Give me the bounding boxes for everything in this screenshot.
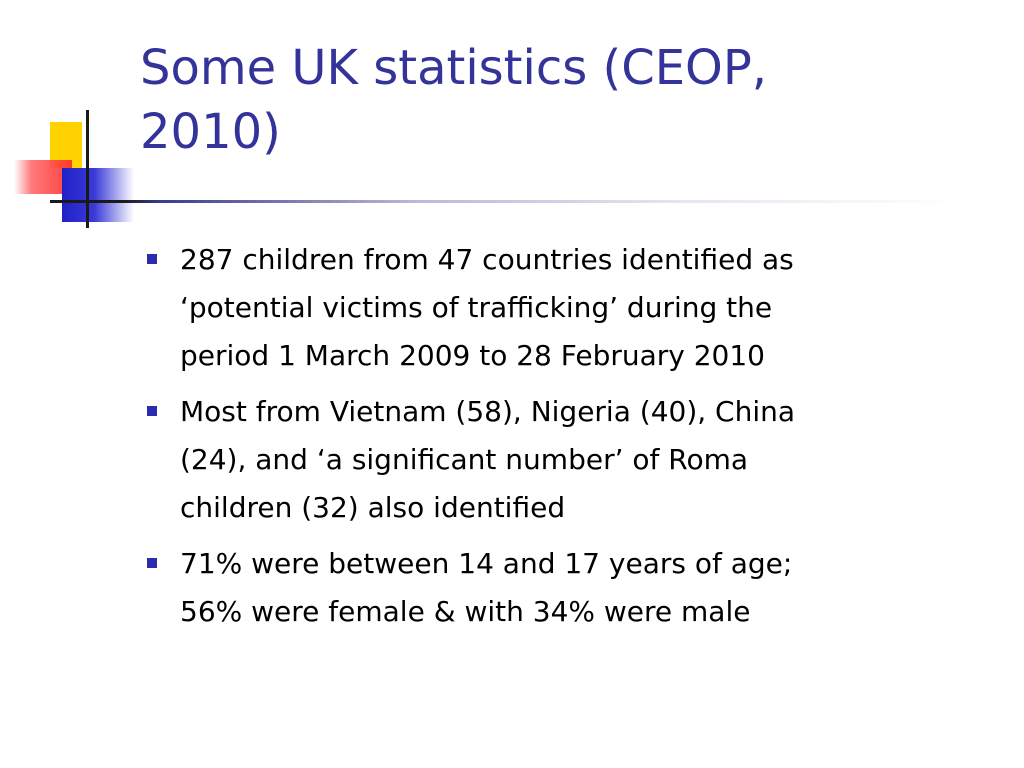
decorative-blue-square xyxy=(62,168,134,222)
title-underline xyxy=(50,200,962,203)
decorative-vertical-line xyxy=(86,110,89,228)
slide-title xyxy=(140,36,940,164)
bullet-item-countries xyxy=(140,388,1000,532)
bullet-text-line: period 1 March 2009 to 28 February 2010 xyxy=(180,339,765,372)
bullet-list xyxy=(140,236,1000,644)
bullet-text-line: Most from Vietnam (58), Nigeria (40), China xyxy=(180,395,796,428)
bullet-square-icon xyxy=(147,254,157,264)
bullet-text-line: 287 children from 47 countries identified as xyxy=(180,243,794,276)
slide-title-line-1: Some UK statistics (CEOP, xyxy=(140,40,768,96)
bullet-text-line: ‘potential victims of trafficking’ during the xyxy=(180,291,773,324)
slide-title-line-2: 2010) xyxy=(140,104,281,160)
bullet-square-icon xyxy=(147,406,157,416)
bullet-item-trafficking-count xyxy=(140,236,1000,380)
bullet-text-line: 71% were between 14 and 17 years of age; xyxy=(180,547,793,580)
bullet-square-icon xyxy=(147,558,157,568)
bullet-item-age-gender xyxy=(140,540,1000,636)
bullet-text-line: 56% were female & with 34% were male xyxy=(180,595,751,628)
bullet-text-line: (24), and ‘a significant number’ of Roma xyxy=(180,443,749,476)
bullet-text-line: children (32) also identified xyxy=(180,491,566,524)
